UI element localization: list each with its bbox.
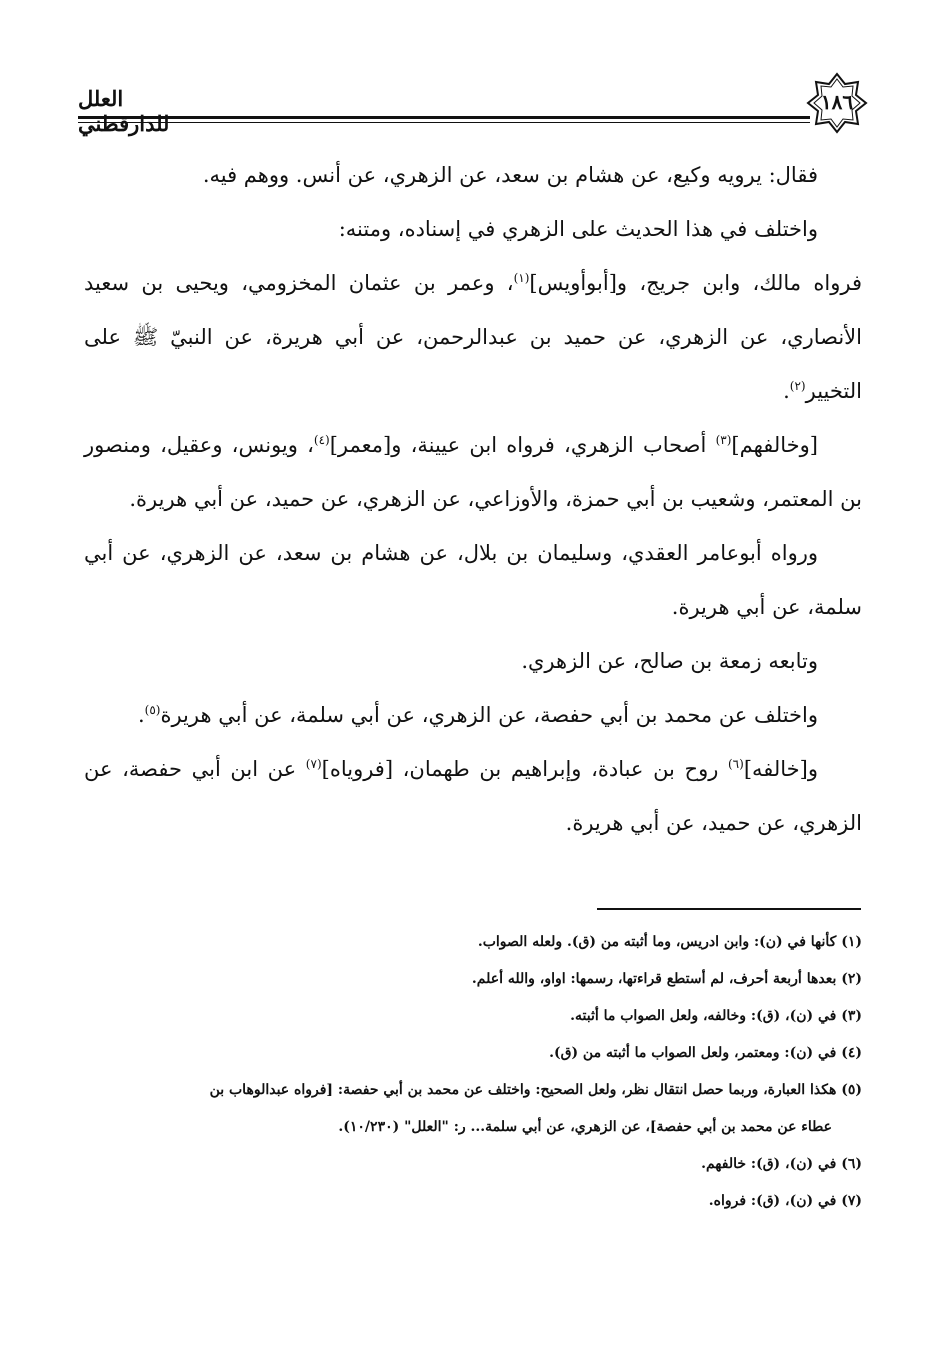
text-run: فرواه مالك، وابن جريج، و[أبوأويس] <box>529 271 862 295</box>
footnote: (٦) في (ن)، (ق): خالفهم. <box>701 1156 862 1172</box>
paragraph <box>84 418 862 526</box>
paragraph: ورواه أبوعامر العقدي، وسليمان بن بلال، عن هشام بن سعد، عن الزهري، عن أبي سلمة، عن أبي هريرة. <box>84 541 862 619</box>
footnote: (٣) في (ن)، (ق): وخالفه، ولعل الصواب ما أثبته. <box>570 1008 862 1024</box>
text-run: عن ابن أبي حفصة، عن الزهري، عن حميد، عن أبي هريرة. <box>84 757 862 835</box>
footnote-continuation: عطاء عن محمد بن أبي حفصة]، عن الزهري، عن أبي سلمة... ر: "العلل" (١٠/٢٣٠). <box>338 1119 832 1135</box>
text-run: و[خالفه] <box>743 757 818 781</box>
text-run: ، ويونس، وعقيل، ومنصور بن المعتمر، وشعيب بن أبي حمزة، والأوزاعي، عن الزهري، عن حميد، عن أبي هريرة. <box>84 433 862 511</box>
footnote-ref: (٤) <box>313 433 330 447</box>
footnote: (١) كأنها في (ن): وابن ادريس، وما أثبته من (ق). ولعله الصواب. <box>477 934 862 950</box>
header-rule-thin <box>78 122 810 123</box>
footnote-ref: (٦) <box>727 757 744 771</box>
text-run: [وخالفهم] <box>731 433 818 457</box>
running-header <box>78 72 868 136</box>
footnote-ref: (١) <box>513 271 530 285</box>
paragraph: واختلف في هذا الحديث على الزهري في إسناده، ومتنه: <box>338 217 818 241</box>
header-rule-thick <box>78 116 810 119</box>
text-run: روح بن عبادة، وإبراهيم بن طهمان، [فروياه] <box>321 757 728 781</box>
text-run: . <box>137 703 145 727</box>
paragraph <box>84 742 862 850</box>
footnote-ref: (٢) <box>789 379 806 393</box>
footnote-ref: (٥) <box>144 703 161 717</box>
page-number: ١٨٦ <box>820 90 854 114</box>
text-run: أصحاب الزهري، فرواه ابن عيينة، و[معمر] <box>329 433 716 457</box>
text-run: ، وعمر بن عثمان المخزومي، ويحيى بن سعيد الأنصاري، عن الزهري، عن حميد بن عبدالرحمن، عن أبي هريرة، عن النبيّ ﷺ على التخيير <box>84 271 862 403</box>
paragraph <box>84 256 862 418</box>
paragraph <box>84 688 862 742</box>
paragraph: فقال: يرويه وكيع، عن هشام بن سعد، عن الزهري، عن أنس. ووهم فيه. <box>202 163 818 187</box>
footnote: (٥) هكذا العبارة، وربما حصل انتقال نظر، ولعل الصحيح: واختلف عن محمد بن أبي حفصة: [فرواه عبدالوهاب بن <box>209 1082 862 1098</box>
book-title: العلل للدارقطني <box>78 86 170 136</box>
footnote-ref: (٣) <box>715 433 732 447</box>
footnote-separator <box>597 908 861 910</box>
footnote: (٤) في (ن): ومعتمر، ولعل الصواب ما أثبته من (ق). <box>549 1045 862 1061</box>
text-run: . <box>783 379 790 403</box>
paragraph: وتابعه زمعة بن صالح، عن الزهري. <box>521 649 818 673</box>
footnote-ref: (٧) <box>305 757 322 771</box>
footnotes <box>84 924 862 1220</box>
main-text <box>84 148 862 850</box>
footnote: (٧) في (ن)، (ق): فرواه. <box>708 1193 862 1209</box>
text-run: واختلف عن محمد بن أبي حفصة، عن الزهري، عن أبي سلمة، عن أبي هريرة <box>160 703 818 727</box>
footnote: (٢) بعدها أربعة أحرف، لم أستطع قراءتها، رسمها: اواو، والله أعلم. <box>471 971 862 987</box>
